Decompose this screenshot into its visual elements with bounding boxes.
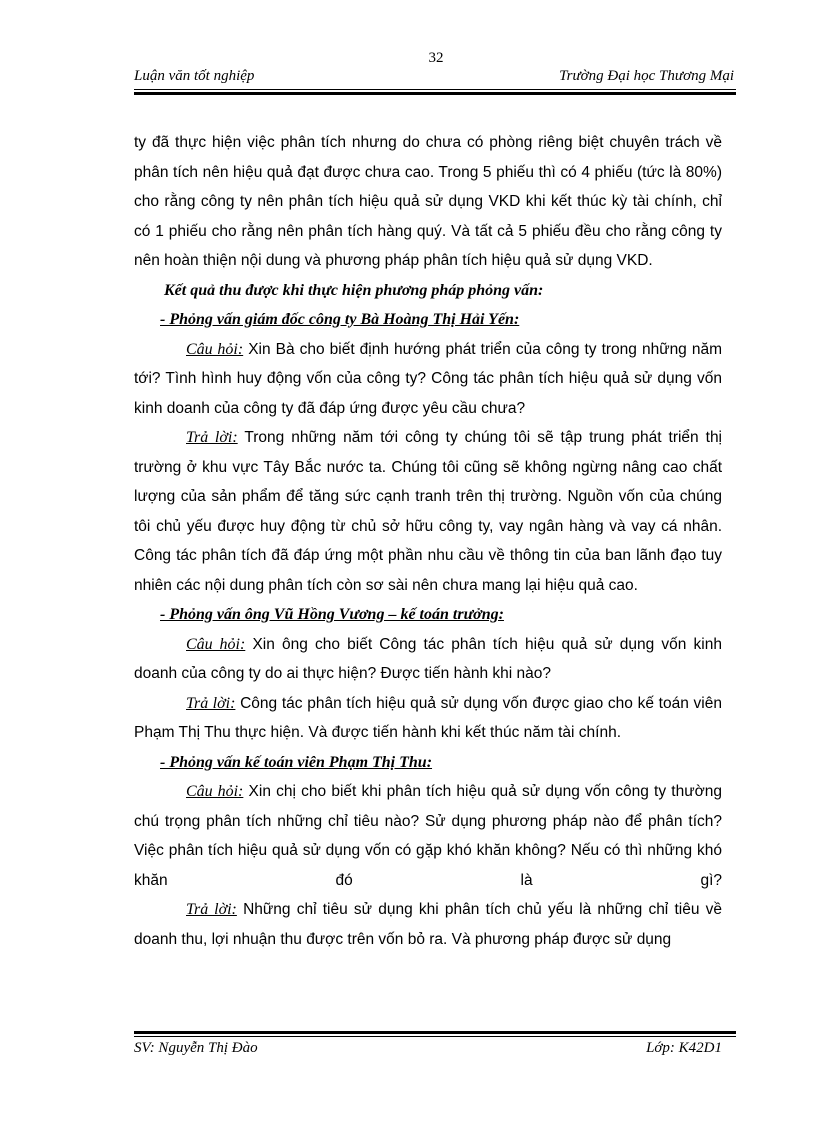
accountant-question	[134, 777, 722, 895]
section-chief-accountant-heading-text: - Phỏng vấn ông Vũ Hồng Vương – kế toán trưởng:	[160, 606, 504, 623]
question-label: Câu hỏi:	[186, 635, 246, 653]
question-text: Xin ông cho biết Công tác phân tích hiệu quả sử dụng vốn kinh doanh của công ty do ai thực hiện? Được tiến hành khi nào?	[134, 635, 722, 682]
header-university-name: Trường Đại học Thương Mại	[559, 68, 734, 84]
section-director-heading	[134, 305, 722, 335]
footer-rule-thin	[134, 1036, 736, 1037]
section-accountant-heading-text: - Phỏng vấn kế toán viên Phạm Thị Thu:	[160, 753, 433, 771]
header-rule-thick	[134, 92, 736, 95]
answer-text: Trong những năm tới công ty chúng tôi sẽ tập trung phát triển thị trường ở khu vực Tây Bắc nước ta. Chúng tôi cũng sẽ không ngừng nâng cao chất lượng của sản phẩm để tăng sức cạnh tranh trên thị trường. Nguồn vốn của chúng tôi chủ yếu được huy động từ chủ sở hữu công ty, vay ngân hàng và vay cá nhân. Công tác phân tích đã đáp ứng một phần nhu cầu về thông tin của ban lãnh đạo tuy nhiên các nội dung phân tích còn sơ sài nên chưa mang lại hiệu quả cao.	[134, 429, 723, 594]
question-label: Câu hỏi:	[186, 783, 244, 800]
answer-label: Trả lời:	[186, 901, 237, 918]
interview-results-heading: Kết quả thu được khi thực hiện phương pháp phỏng vấn:	[164, 281, 544, 299]
section-accountant-heading	[134, 748, 722, 778]
question-text: Xin chị cho biết khi phân tích hiệu quả sử dụng vốn công ty thường chú trọng phân tích những chỉ tiêu nào? Sử dụng phương pháp nào để phân tích? Việc phân tích hiệu quả sử dụng vốn có gặp khó khăn không? Nếu có thì những khó khăn đó là gì?	[134, 783, 722, 889]
answer-label: Trả lời:	[186, 429, 238, 446]
accountant-answer	[134, 895, 722, 954]
question-text: Xin Bà cho biết định hướng phát triển của công ty trong những năm tới? Tình hình huy động vốn của công ty? Công tác phân tích hiệu quả sử dụng vốn kinh doanh của công ty đã đáp ứng được yêu cầu chưa?	[134, 340, 722, 417]
page-number: 32	[428, 50, 444, 66]
footer-class-code: Lớp: K42D1	[646, 1040, 722, 1056]
footer-student-name: SV: Nguyễn Thị Đào	[134, 1040, 258, 1056]
director-question	[134, 335, 722, 424]
page-header	[134, 66, 736, 88]
answer-text: Những chỉ tiêu sử dụng khi phân tích chủ yếu là những chỉ tiêu về doanh thu, lợi nhuận thu được trên vốn bỏ ra. Và phương pháp được sử dụng	[134, 901, 723, 948]
chief-accountant-answer	[134, 689, 722, 748]
section-chief-accountant-heading	[134, 600, 722, 630]
footer-rule-thick	[134, 1031, 736, 1034]
section-director-heading-text: - Phỏng vấn giám đốc công ty Bà Hoàng Thị Hải Yến:	[160, 311, 520, 328]
director-answer	[134, 423, 722, 600]
answer-text: Công tác phân tích hiệu quả sử dụng vốn được giao cho kế toán viên Phạm Thị Thu thực hiện. Và được tiến hành khi kết thúc năm tài chính.	[134, 694, 722, 741]
document-body	[134, 128, 722, 954]
question-label: Câu hỏi:	[186, 340, 244, 358]
intro-paragraph: ty đã thực hiện việc phân tích nhưng do chưa có phòng riêng biệt chuyên trách về phân tích nên hiệu quả đạt được chưa cao. Trong 5 phiếu thì có 4 phiếu (tức là 80%) cho rằng công ty nên phân tích hiệu quả sử dụng VKD khi kết thúc kỳ tài chính, chỉ có 1 phiếu cho rằng nên phân tích hàng quý. Và tất cả 5 phiếu đều cho rằng công ty nên hoàn thiện nội dung và phương pháp phân tích hiệu quả sử dụng VKD.	[134, 134, 722, 269]
header-thesis-label: Luận văn tốt nghiệp	[134, 68, 255, 84]
chief-accountant-question	[134, 630, 722, 689]
answer-label: Trả lời:	[186, 694, 236, 712]
header-rule-thin	[134, 89, 736, 90]
